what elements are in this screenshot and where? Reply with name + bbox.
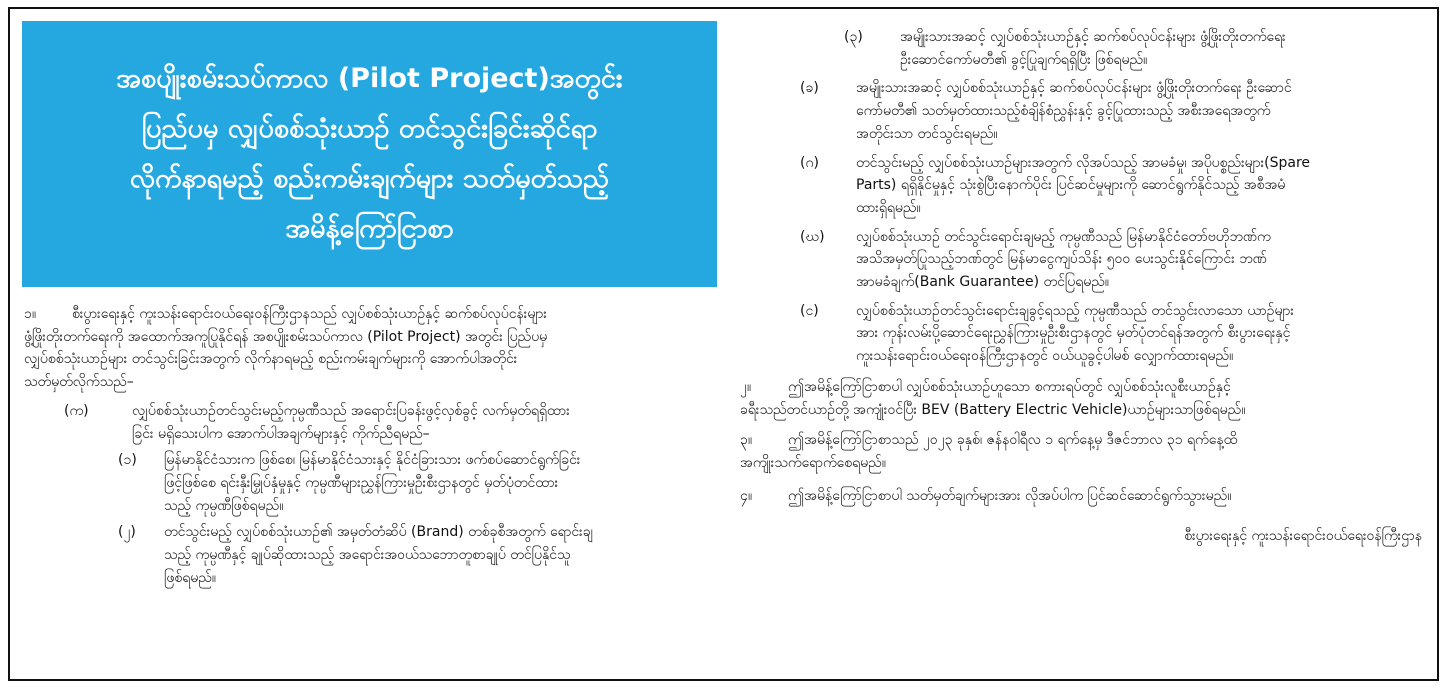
- clause-1-number: (၁): [118, 452, 137, 469]
- right-column: [740, 26, 1430, 548]
- clause-1-line: ဖြင့်ဖြစ်စေ ရင်းနှီးမြှုပ်နှံမှုနှင့် ကုမ္ပဏီများညွှန်ကြားမှုဦးစီးဌာနတွင် မှတ်ပုံတင်ထား: [164, 474, 559, 491]
- clause-kha-line: အမျိုးသားအဆင့် လျှပ်စစ်သုံးယာဉ်နှင့် ဆက်စပ်လုပ်ငန်းများ ဖွံ့ဖြိုးတိုးတက်ရေး ဦးဆောင်: [856, 80, 1292, 97]
- clause-kha: [740, 77, 1430, 145]
- para-3-text: ဤအမိန့်ကြော်ငြာစာသည် ၂၀၂၃ ခုနှစ်၊ ဇန်နဝါရီလ ၁ ရက်နေ့မှ ဒီဇင်ဘာလ ၃၁ ရက်နေ့ထိ: [788, 432, 1238, 449]
- para-1-line: ဖွံ့ဖြိုးတိုးတက်ရေးကို အထောက်အကူပြုနိုင်ရန် အစပျိုးစမ်းသပ်ကာလ (Pilot Project) အတွင်း ပြည်ပမှ: [24, 328, 548, 345]
- document-frame: [8, 7, 1439, 681]
- para-1-line: လျှပ်စစ်သုံးယာဉ်များ တင်သွင်းခြင်းအတွက် လိုက်နာရမည့် စည်းကမ်းချက်များကို အောက်ပါအတိုင်း: [24, 351, 518, 368]
- title-line: အမိန့်ကြော်ငြာစာ: [285, 213, 454, 244]
- clause-ka: [24, 400, 720, 445]
- title-line: အစပျိုးစမ်းသပ်ကာလ (Pilot Project)အတွင်း: [116, 63, 623, 94]
- clause-2-line: တင်သွင်းမည့် လျှပ်စစ်သုံးယာဉ်၏ အမှတ်တံဆိပ် (Brand) တစ်ခုစီအတွက် ရောင်းချ: [164, 524, 593, 541]
- clause-3-line: ဦးဆောင်ကော်မတီ၏ ခွင့်ပြုချက်ရရှိပြီး ဖြစ်ရမည်။: [900, 51, 1148, 68]
- clause-1: [24, 449, 720, 517]
- clause-ga: [740, 152, 1430, 220]
- left-column: [24, 303, 720, 589]
- para-4-number: ၄။: [740, 487, 753, 504]
- para-4-text: ဤအမိန့်ကြော်ငြာစာပါ သတ်မှတ်ချက်များအား လိုအပ်ပါက ပြင်ဆင်ဆောင်ရွက်သွားမည်။: [788, 487, 1232, 504]
- clause-ka-number: (က): [64, 402, 89, 419]
- para-1-line: [24, 303, 720, 326]
- clause-3-number: (၃): [844, 29, 863, 45]
- clause-3-line: အမျိုးသားအဆင့် လျှပ်စစ်သုံးယာဉ်နှင့် ဆက်စပ်လုပ်ငန်းများ ဖွံ့ဖြိုးတိုးတက်ရေး: [900, 29, 1286, 45]
- clause-nga-line: ကူးသန်းရောင်းဝယ်ရေးဝန်ကြီးဌာနတွင် ဝယ်ယူခွင့်ပါမစ် လျှောက်ထားရမည်။: [856, 348, 1234, 365]
- clause-1-line: သည့် ကုမ္ပဏီဖြစ်ရမည်။: [164, 497, 284, 514]
- para-1-text: စီးပွားရေးနှင့် ကူးသန်းရောင်းဝယ်ရေးဝန်ကြီးဌာနသည် လျှပ်စစ်သုံးယာဉ်နှင့် ဆက်စပ်လုပ်ငန်းများ: [72, 306, 547, 322]
- para-3-line: အကျိုးသက်ရောက်စေရမည်။: [740, 454, 886, 471]
- para-1-line: သတ်မှတ်လိုက်သည်–: [24, 374, 134, 391]
- clause-ka-line: ခြင်း မရှိသေးပါက အောက်ပါအချက်များနှင့် ကိုက်ညီရမည်–: [132, 425, 430, 442]
- clause-2-number: (၂): [118, 524, 136, 541]
- clause-2: [24, 521, 720, 589]
- clause-ga-number: (ဂ): [800, 154, 819, 171]
- clause-1-line: မြန်မာနိုင်ငံသားက ဖြစ်စေ၊ မြန်မာနိုင်ငံသားနှင့် နိုင်ငံခြားသား ဖက်စပ်ဆောင်ရွက်ခြင်း: [164, 452, 581, 469]
- para-4-line: [740, 485, 1430, 508]
- clause-kha-line: ကော်မတီ၏ သတ်မှတ်ထားသည့်စံချိန်စံညွှန်းနှင့် ခွင့်ပြုထားသည့် အစီးအရေအတွက်: [856, 103, 1271, 120]
- para-2-number: ၂။: [740, 378, 752, 395]
- clause-2-line: သည့် ကုမ္ပဏီနှင့် ချုပ်ဆိုထားသည့် အရောင်းအဝယ်သဘောတူစာချုပ် တင်ပြနိုင်သူ: [164, 547, 571, 564]
- clause-ga-line: ထားရှိရမည်။: [856, 199, 921, 216]
- clause-nga: [740, 300, 1430, 368]
- para-2-line: [740, 376, 1430, 399]
- clause-ga-line: တင်သွင်းမည့် လျှပ်စစ်သုံးယာဉ်များအတွက် လိုအပ်သည့် အာမခံမှု၊ အပိုပစ္စည်းများ(Spare: [856, 154, 1311, 171]
- para-2-text: ဤအမိန့်ကြော်ငြာစာပါ လျှပ်စစ်သုံးယာဉ်ဟူသော စကားရပ်တွင် လျှပ်စစ်သုံးလူစီးယာဉ်နှင့်: [788, 378, 1231, 395]
- clause-gha-number: (ဃ): [800, 228, 825, 245]
- issuing-ministry-signature: စီးပွားရေးနှင့် ကူးသန်းရောင်းဝယ်ရေးဝန်ကြီးဌာန: [1184, 528, 1422, 545]
- clause-nga-line: အား ကုန်းလမ်းပို့ဆောင်ရေးညွှန်ကြားမှုဦးစီးဌာနတွင် မှတ်ပုံတင်ရန်အတွက် စီးပွားရေးနှင့်: [856, 325, 1291, 342]
- clause-kha-line: အတိုင်းသာ တင်သွင်းရမည်။: [856, 125, 998, 142]
- clause-nga-line: လျှပ်စစ်သုံးယာဉ်တင်သွင်းရောင်းချခွင့်ရသည့် ကုမ္ပဏီသည် တင်သွင်းလာသော ယာဉ်များ: [856, 302, 1294, 319]
- clause-nga-number: (င): [800, 302, 819, 319]
- para-2-line: ခရီးသည်တင်ယာဉ်တို့ အကျုံးဝင်ပြီး BEV (Battery Electric Vehicle)ယာဉ်များသာဖြစ်ရမည်။: [740, 401, 1246, 418]
- para-3-number: ၃။: [740, 432, 753, 449]
- clause-kha-number: (ခ): [800, 80, 819, 97]
- clause-gha-line: အာမခံချက်(Bank Guarantee) တင်ပြရမည်။: [856, 274, 1110, 291]
- clause-ka-line: လျှပ်စစ်သုံးယာဉ်တင်သွင်းမည့်ကုမ္ပဏီသည် အရောင်းပြခန်းဖွင့်လှစ်ခွင့် လက်မှတ်ရရှိထား: [132, 402, 570, 419]
- clause-gha: [740, 226, 1430, 294]
- clause-2-line: ဖြစ်ရမည်။: [164, 569, 217, 586]
- title-line: လိုက်နာရမည့် စည်းကမ်းချက်များ သတ်မှတ်သည့်: [129, 163, 610, 194]
- para-1-number: ၁။: [24, 306, 37, 322]
- clause-3: [740, 26, 1430, 71]
- clause-gha-line: လျှပ်စစ်သုံးယာဉ် တင်သွင်းရောင်းချမည့် ကုမ္ပဏီသည် မြန်မာနိုင်ငံတော်ဗဟိုဘဏ်က: [856, 228, 1271, 245]
- para-3-line: [740, 429, 1430, 452]
- title-line: ပြည်ပမှ လျှပ်စစ်သုံးယာဉ် တင်သွင်းခြင်းဆိုင်ရာ: [141, 113, 598, 144]
- clause-ga-line: Parts) ရရှိနိုင်မှုနှင့် သုံးစွဲပြီးနောက်ပိုင်း ပြင်ဆင်မှုများကို ဆောင်ရွက်နိုင်သည့် အစီအမံ: [856, 177, 1286, 194]
- clause-gha-line: အသိအမှတ်ပြုသည့်ဘဏ်တွင် မြန်မာငွေကျပ်သိန်း ၅၀၀ ပေးသွင်းနိုင်ကြောင်း ဘဏ်: [856, 251, 1267, 268]
- title-banner: [22, 21, 717, 287]
